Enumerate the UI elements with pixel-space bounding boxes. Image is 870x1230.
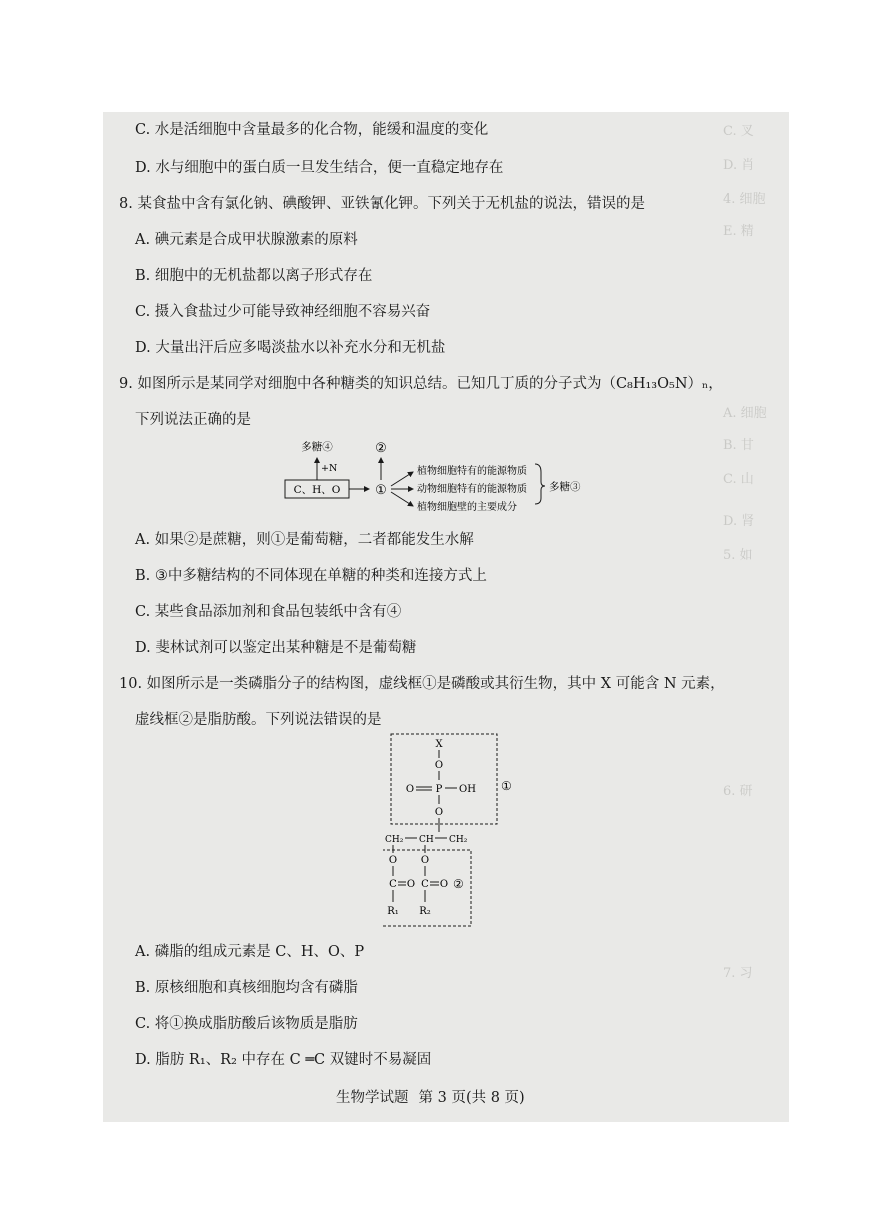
bleed-through-text: D. 肾 (723, 514, 755, 529)
q9-option-c: C. 某些食品添加剂和食品包装纸中含有④ (135, 604, 402, 620)
r1-group: R₁ (387, 906, 399, 917)
q8-option-c: C. 摄入食盐过少可能导致神经细胞不容易兴奋 (135, 304, 431, 320)
branch-cell-wall: 植物细胞壁的主要成分 (417, 502, 517, 513)
q9-option-a: A. 如果②是蔗糖，则①是葡萄糖，二者都能发生水解 (135, 532, 474, 548)
q10-option-b: B. 原核细胞和真核细胞均含有磷脂 (135, 980, 358, 996)
branch-animal-energy: 动物细胞特有的能源物质 (417, 484, 527, 495)
exam-page (103, 112, 789, 1122)
atom-o: O (434, 760, 444, 771)
q10-option-a: A. 磷脂的组成元素是 C、H、O、P (135, 944, 365, 960)
bleed-through-text: E. 精 (723, 224, 754, 239)
q8-option-a: A. 碘元素是合成甲状腺激素的原料 (135, 232, 358, 248)
polysaccharide-4-label: 多糖④ (301, 441, 333, 453)
phosphate-group-box (391, 734, 497, 824)
q7-option-d: D. 水与细胞中的蛋白质一旦发生结合，便一直稳定地存在 (135, 160, 504, 176)
q10-stem-line2: 虚线框②是脂肪酸。下列说法错误的是 (135, 712, 382, 728)
branch-plant-energy: 植物细胞特有的能源物质 (417, 466, 527, 477)
ester-o-right: O (420, 855, 430, 866)
glycerol-ch: CH (419, 835, 434, 845)
footer-page-number: 第 3 页(共 8 页) (418, 1090, 525, 1106)
bleed-through-text: 6. 研 (723, 784, 753, 799)
page-footer (336, 1086, 535, 1107)
box-label-2: ② (453, 877, 464, 891)
bleed-through-text: B. 甘 (723, 438, 754, 453)
q9-stem-line1: 9. 如图所示是某同学对细胞中各种糖类的知识总结。已知几丁质的分子式为（C₈H₁₃O₅N）ₙ， (119, 376, 723, 392)
brace (535, 464, 545, 504)
atom-o: O (434, 807, 444, 818)
bleed-through-text: C. 山 (723, 472, 754, 487)
bleed-through-text: 4. 细胞 (723, 192, 766, 207)
box-label-1: ① (501, 779, 512, 793)
q9-option-b: B. ③中多糖结构的不同体现在单糖的种类和连接方式上 (135, 568, 487, 584)
q8-stem: 8. 某食盐中含有氯化钠、碘酸钾、亚铁氰化钾。下列关于无机盐的说法，错误的是 (119, 196, 645, 212)
bleed-through-text: C. 叉 (723, 124, 754, 139)
bleed-through-text: 7. 习 (723, 966, 753, 981)
r2-group: R₂ (419, 906, 431, 917)
q8-option-d: D. 大量出汗后应多喝淡盐水以补充水分和无机盐 (135, 340, 446, 356)
q10-stem-line1: 10. 如图所示是一类磷脂分子的结构图，虚线框①是磷酸或其衍生物，其中 X 可能含 N 元素， (119, 676, 725, 692)
q9-option-d: D. 斐林试剂可以鉴定出某种糖是不是葡萄糖 (135, 640, 417, 656)
q10-option-d: D. 脂肪 R₁、R₂ 中存在 C ═C 双键时不易凝固 (135, 1052, 432, 1068)
glycerol-ch2-left: CH₂ (385, 835, 404, 845)
q7-option-c: C. 水是活细胞中含量最多的化合物，能缓和温度的变化 (135, 122, 489, 138)
monosaccharide-node: ① (375, 483, 387, 498)
plus-n-label: +N (321, 463, 338, 474)
ester-o-left: O (388, 855, 398, 866)
footer-subject: 生物学试题 (336, 1090, 409, 1106)
disaccharide-node: ② (375, 441, 387, 456)
atom-p: P (435, 784, 443, 795)
bleed-through-text: A. 细胞 (723, 406, 767, 421)
polysaccharide-3-label: 多糖③ (549, 481, 581, 493)
element-box-label: C、H、O (293, 484, 341, 496)
atom-x: X (435, 739, 443, 750)
atom-oh: OH (459, 784, 476, 795)
carbonyl-o-left: O (406, 879, 416, 890)
carbonyl-c-right: C (421, 879, 429, 890)
q8-option-b: B. 细胞中的无机盐都以离子形式存在 (135, 268, 373, 284)
bleed-through-text: D. 肖 (723, 158, 755, 173)
sugar-classification-diagram (283, 438, 613, 518)
q9-stem-line2: 下列说法正确的是 (135, 412, 251, 428)
q10-option-c: C. 将①换成脂肪酸后该物质是脂肪 (135, 1016, 358, 1032)
carbonyl-o-right: O (439, 879, 449, 890)
phospholipid-structure (383, 732, 533, 930)
bleed-through-text: 5. 如 (723, 548, 753, 563)
atom-double-bonded-o: O (405, 784, 415, 795)
carbonyl-c-left: C (389, 879, 397, 890)
glycerol-ch2-right: CH₂ (449, 835, 468, 845)
